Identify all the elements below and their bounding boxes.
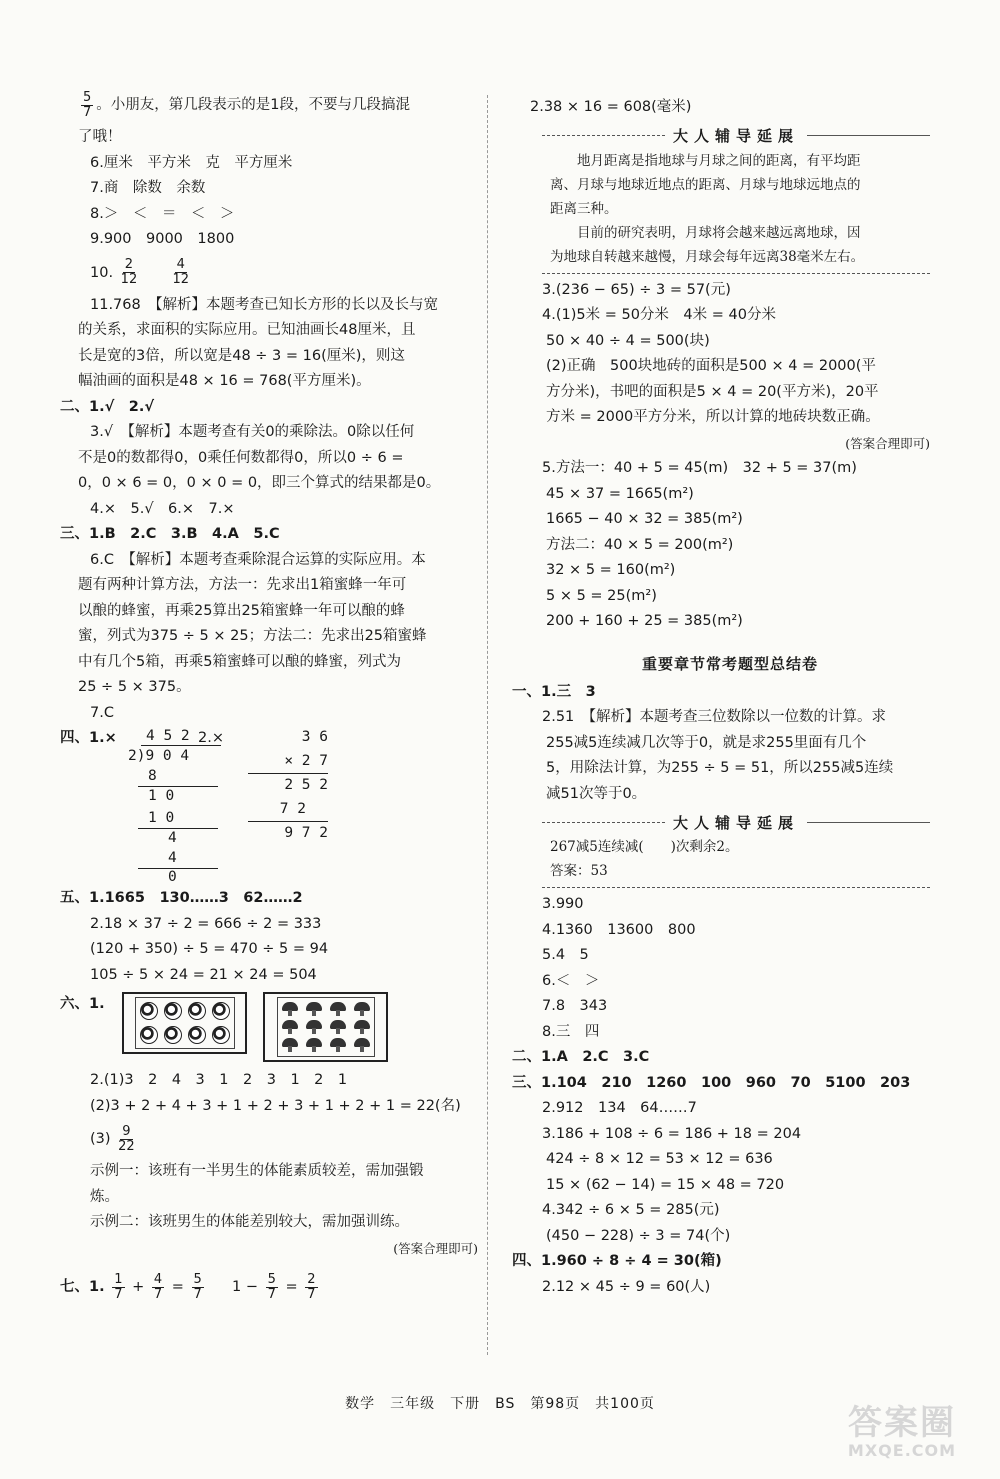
section-2-header: 二、1.√ 2.√ [60,398,155,415]
fraction: $\frac{9}{22}$ [118,1123,135,1154]
answer-line: 5.4 5 [542,947,589,963]
answer-line: 2.38 × 16 = 608(毫米) [530,99,692,115]
answer-line: 以酿的蜂蜜，再乘25算出25箱蜜蜂一年可以酿的蜂 [78,602,405,619]
answer-line: 5.方法一：40 + 5 = 45(m) 32 + 5 = 37(m) [542,460,857,476]
answer-line: 6.C 【解析】本题考查乘除混合运算的实际应用。本 [90,551,426,568]
step: 1 0 [148,788,175,804]
fraction: $\frac{4}{12}$ [172,257,189,287]
section-6-header: 六、1. [60,996,105,1012]
answer-line: 105 ÷ 5 × 24 = 21 × 24 = 504 [90,966,317,983]
answer-line: 蜜，列式为375 ÷ 5 × 25；方法二：先求出25箱蜜蜂 [78,628,427,644]
answer-line: (3) $\frac{9}{22}$ [90,1123,135,1154]
answer-line: 3.186 + 108 ÷ 6 = 186 + 18 = 204 [542,1125,802,1142]
answer-line: (450 − 228) ÷ 3 = 74(个) [546,1227,731,1244]
mushroom-icon [282,1038,298,1052]
mushroom-icon [330,1020,346,1034]
answer-line: 2.51 【解析】本题考查三位数除以一位数的计算。求 [542,709,887,725]
fraction: $\frac{2}{12}$ [120,257,138,287]
note: (答案合理即可) [393,1240,478,1256]
section-6-pictures [60,992,478,1068]
answer-11: 11.768 【解析】本题考查已知长方形的长以及长与宽 [90,296,438,313]
answer-line: 方米 = 2000平方分米，所以计算的地砖块数正确。 [546,409,880,425]
answer-line: 长是宽的3倍，所以宽是48 ÷ 3 = 16(厘米)，则这 [78,347,405,364]
section-4 [60,726,478,886]
step: 8 [148,768,157,784]
step: 0 [168,869,177,885]
left-column [60,89,478,1307]
answer-line: 示例二：该班男生的体能差别较大，需加强训练。 [90,1214,409,1230]
fraction: $\frac{1}{7}$ [114,1271,123,1302]
tutor-extension-box [542,811,930,888]
box-line: 答案：53 [550,863,608,879]
mushroom-icon [306,1002,322,1016]
answer-line: $\frac{5}{7}$ 。小朋友，第几段表示的是1段，不要与几段搞混 [83,89,411,120]
fraction: $\frac{2}{7}$ [307,1271,316,1302]
column-divider [487,95,488,1355]
answer-line: 2.18 × 37 ÷ 2 = 666 ÷ 2 = 333 [90,915,322,932]
answer-line: 4.× 5.√ 6.× 7.× [90,500,235,517]
section-5-header: 五、1.1665 130……3 62……2 [60,890,303,906]
soccer-ball-icon [188,1026,206,1044]
answer-line: 幅油画的面积是48 × 16 = 768(平方厘米)。 [78,373,371,389]
answer-line: 2.(1)3 2 4 3 1 2 3 1 2 1 [90,1072,348,1088]
answer-line: (2)正确 500块地砖的面积是500 × 4 = 2000(平 [546,358,876,374]
partial-product: 2 5 2 [284,777,328,793]
section-4-header: 四、1.× [60,730,117,746]
answer-line: 示例一：该班有一半男生的体能素质较差，需加强锻 [90,1163,424,1179]
answer-line: 的关系，求面积的实际应用。已知油画长48厘米，且 [78,322,416,338]
section-3-header: 三、1.B 2.C 3.B 4.A 5.C [60,526,280,542]
answer-line: 6.＜ ＞ [542,972,600,989]
answer-9: 9.900 9000 1800 [90,231,235,247]
answer-line: 45 × 37 = 1665(m²) [546,485,694,502]
soccer-ball-icon [212,1026,230,1044]
answer-line: 0，0 × 6 = 0，0 × 0 = 0，即三个算式的结果都是0。 [78,475,441,491]
soccer-ball-icon [140,1002,158,1020]
answer-line: 32 × 5 = 160(m²) [546,562,676,578]
answer-line: 方法二：40 × 5 = 200(m²) [546,536,734,553]
mushroom-icon [306,1038,322,1052]
answer-line: 2.912 134 64……7 [542,1100,697,1116]
tutor-extension-box [542,125,930,274]
answer-line: 424 ÷ 8 × 12 = 53 × 12 = 636 [546,1151,773,1167]
mushroom-icon [354,1020,370,1034]
mushroom-icon [282,1020,298,1034]
answer-line: 15 × (62 − 14) = 15 × 48 = 720 [546,1176,785,1193]
answer-10: 10. $\frac{2}{12}$ $\frac{4}{12}$ [90,257,189,287]
mushroom-icon [330,1038,346,1052]
mushroom-icon [330,1002,346,1016]
mushroom-icon [354,1002,370,1016]
step: 4 [168,830,177,846]
mushroom-icon [306,1020,322,1034]
answer-line: 3.√ 【解析】本题考查有关0的乘除法。0除以任何 [90,424,415,440]
mushroom-icon [354,1038,370,1052]
box-line: 267减5连续减( )次剩余2。 [550,839,739,855]
answer-line: 4.342 ÷ 6 × 5 = 285(元) [542,1202,720,1218]
answer-line: 不是0的数都得0，0乘任何数都得0，所以0 ÷ 6 = [78,449,404,466]
answer-line: 50 × 40 ÷ 4 = 500(块) [546,332,710,349]
answer-line: (120 + 350) ÷ 5 = 470 ÷ 5 = 94 [90,941,329,957]
soccer-ball-icon [164,1026,182,1044]
answer-line: 5，用除法计算，为255 ÷ 5 = 51，所以255减5连续 [546,760,894,776]
answer-line: 4.1360 13600 800 [542,921,696,938]
answer-7: 7.商 除数 余数 [90,180,206,196]
box-line: 离、月球与地球近地点的距离、月球与地球远地点的 [550,176,861,193]
answer-line: 了哦！ [78,129,122,145]
section-7: 七、1. $\frac{1}{7}$ + $\frac{4}{7}$ = $\frac{5}{7}$ 1 − $\frac{5}{7}$ = $\frac{2}{7}$ [60,1271,316,1302]
answer-line: 2.× [198,730,224,746]
page-footer: 数学 三年级 下册 BS 第98页 共100页 [345,1396,655,1412]
answer-line: 方分米)，书吧的面积是5 × 4 = 20(平方米)，20平 [546,383,879,400]
product: 9 7 2 [284,825,328,841]
fraction: $\frac{5}{7}$ [193,1271,202,1302]
answer-line: 3.990 [542,896,584,912]
answer-line: 5 × 5 = 25(m²) [546,587,657,604]
soccer-ball-icon [212,1002,230,1020]
fraction: $\frac{5}{7}$ [83,89,92,120]
section-3-header: 三、1.104 210 1260 100 960 70 5100 203 [512,1074,911,1091]
ball-picture [122,992,247,1054]
answer-line: 255减5连续减几次等于0，就是求255里面有几个 [546,734,867,751]
soccer-ball-icon [164,1002,182,1020]
answer-line: 7.C [90,704,114,721]
answer-8: 8.＞ ＜ ＝ ＜ ＞ [90,205,235,222]
section-title: 重要章节常考题型总结卷 [641,654,818,673]
answer-line: 200 + 160 + 25 = 385(m²) [546,613,743,629]
answer-line: 减51次等于0。 [546,785,647,802]
fraction: $\frac{4}{7}$ [153,1271,163,1302]
factor: × 2 7 [284,753,328,769]
answer-line: 25 ÷ 5 × 375。 [78,679,191,695]
answer-line: 3.(236 − 65) ÷ 3 = 57(元) [542,281,731,298]
answer-line: 7.8 343 [542,998,608,1014]
box-title: 大人辅导延展 [673,813,800,832]
box-line: 目前的研究表明，月球将会越来越远离地球，因 [550,224,861,241]
quotient: 4 5 2 [146,728,190,744]
box-line: 距离三种。 [550,200,618,217]
section-2-header: 二、1.A 2.C 3.C [512,1049,650,1065]
section-4-header: 四、1.960 ÷ 8 ÷ 4 = 30(箱) [512,1253,722,1269]
soccer-ball-icon [188,1002,206,1020]
box-line: 地月距离是指地球与月球之间的距离，有平均距 [550,152,861,169]
watermark-logo: 答案圈 MXQE.COM [847,1403,957,1460]
box-title: 大人辅导延展 [673,127,800,145]
soccer-ball-icon [140,1026,158,1044]
answer-6: 6.厘米 平方米 克 平方厘米 [90,154,293,171]
box-line: 为地球自转越来越慢，月球会每年远离38毫米左右。 [550,248,865,265]
answer-line: 4.(1)5米 = 50分米 4米 = 40分米 [542,307,776,323]
answer-line: 中有几个5箱，再乘5箱蜜蜂可以酿的蜂蜜，列式为 [78,653,401,670]
answer-line: 2.12 × 45 ÷ 9 = 60(人) [542,1278,711,1295]
note: (答案合理即可) [845,435,930,451]
answer-line: 1665 − 40 × 32 = 385(m²) [546,511,743,527]
mushroom-icon [282,1002,298,1016]
answer-line: 炼。 [90,1188,119,1205]
mushroom-picture [263,992,388,1062]
answer-line: 题有两种计算方法，方法一：先求出1箱蜜蜂一年可 [78,577,407,593]
dividend-row: 2)9 0 4 [128,748,190,764]
step: 4 [168,850,177,866]
partial-product: 7 2 [279,801,306,817]
answer-line: (2)3 + 2 + 4 + 3 + 1 + 2 + 3 + 1 + 2 + 1 = 22(名) [90,1097,461,1114]
fraction: $\frac{5}{7}$ [267,1271,276,1302]
answer-line: 8.三 四 [542,1023,600,1040]
right-column [512,95,930,1300]
step: 1 0 [148,810,175,826]
picture-group [122,992,388,1062]
factor: 3 6 [301,729,328,745]
section-1-header: 一、1.三 3 [512,683,596,700]
